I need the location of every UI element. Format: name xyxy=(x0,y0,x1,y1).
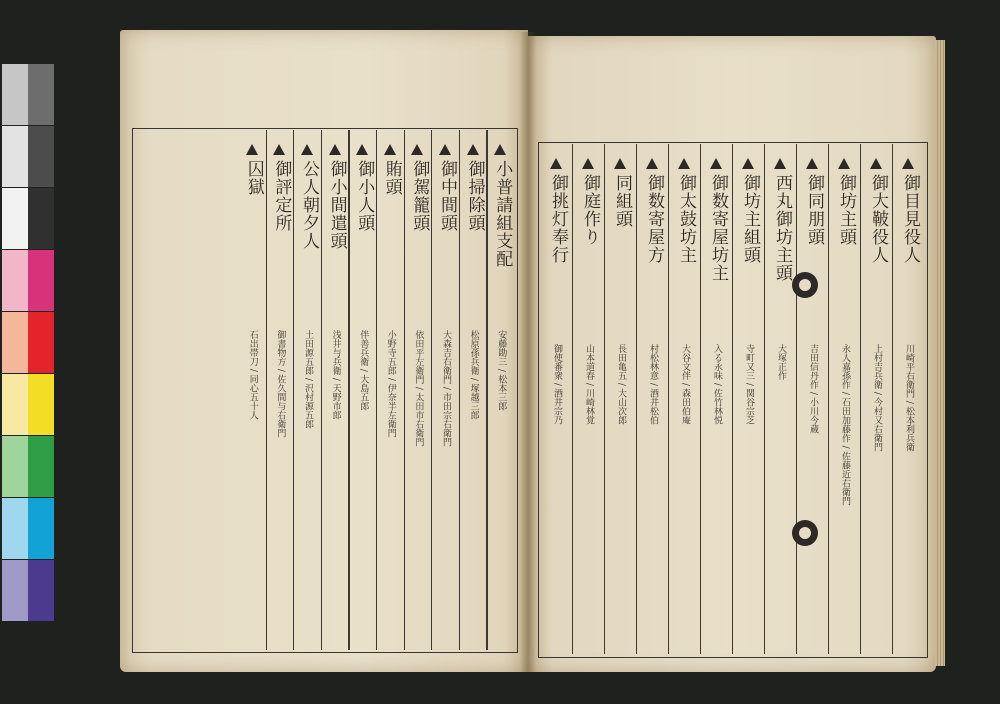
triangle-marker-icon xyxy=(273,144,285,155)
color-patch xyxy=(2,498,28,559)
column-divider xyxy=(732,144,733,654)
color-patch xyxy=(28,436,54,497)
color-patch xyxy=(28,126,54,187)
column-header: 御小人頭 xyxy=(354,160,375,232)
column-entries: 村松林意 / 酒井松伯 xyxy=(648,344,658,425)
color-patch xyxy=(28,374,54,435)
triangle-marker-icon xyxy=(329,144,341,155)
column-entries: 小野寺五郎 / 伊奈半左衛門 xyxy=(385,330,396,438)
column-header: 御掃除頭 xyxy=(464,160,485,232)
triangle-marker-icon xyxy=(870,158,882,169)
column-entries: 依田平左衛門 / 太田市右衛門 xyxy=(413,330,424,447)
color-patch xyxy=(2,436,28,497)
triangle-marker-icon xyxy=(411,144,423,155)
triangle-marker-icon xyxy=(246,144,258,155)
book-gutter xyxy=(520,32,536,672)
column-divider xyxy=(828,144,829,654)
color-patch xyxy=(2,560,28,621)
triangle-marker-icon xyxy=(301,144,313,155)
column-header: 御評定所 xyxy=(271,160,292,232)
column-header: 小普請組支配 xyxy=(492,160,513,268)
column-header: 賄頭 xyxy=(381,160,402,196)
triangle-marker-icon xyxy=(467,144,479,155)
column-header: 囚獄 xyxy=(243,160,264,196)
triangle-marker-icon xyxy=(710,158,722,169)
family-crest-icon xyxy=(792,520,818,546)
column-entries: 入る永味 / 佐竹林悦 xyxy=(712,344,722,425)
triangle-marker-icon xyxy=(494,144,506,155)
column-header: 御数寄屋坊主 xyxy=(708,174,728,282)
column-divider xyxy=(700,144,701,654)
page-edge xyxy=(935,40,945,666)
column-entries: 御書物方 / 佐久間与右衛門 xyxy=(275,330,286,438)
triangle-marker-icon xyxy=(439,144,451,155)
column-entries: 大塚正作 xyxy=(776,344,786,380)
color-patch xyxy=(28,250,54,311)
column-entries: 山本道春 / 川崎林覚 xyxy=(584,344,594,425)
column-divider xyxy=(796,144,797,654)
triangle-marker-icon xyxy=(678,158,690,169)
color-patch xyxy=(2,374,28,435)
column-divider xyxy=(572,144,573,654)
triangle-marker-icon xyxy=(646,158,658,169)
column-entries: 土田源五郎 / 沢村源五郎 xyxy=(303,330,313,429)
color-patch xyxy=(28,312,54,373)
triangle-marker-icon xyxy=(838,158,850,169)
column-entries: 永人嘉孫作 / 石田加藤作 / 佐藤近右衛門 xyxy=(840,344,850,506)
column-header: 御目見役人 xyxy=(900,174,920,264)
column-entries: 松原孫兵衛 / 塚越三郎 xyxy=(468,330,479,420)
column-entries: 上村吉兵衛 / 今村又右衛門 xyxy=(872,344,882,452)
column-header: 御大鞁役人 xyxy=(868,174,888,264)
column-divider xyxy=(636,144,637,654)
color-patch xyxy=(2,126,28,187)
column-divider xyxy=(892,144,893,654)
column-entries: 浅井与兵衛 / 天野市郎 xyxy=(330,330,341,420)
column-header: 御坊主組頭 xyxy=(740,174,760,264)
column-entries: 川崎平右衛門 / 松本利兵衛 xyxy=(904,344,914,452)
color-patch xyxy=(2,188,28,249)
color-patch xyxy=(28,498,54,559)
triangle-marker-icon xyxy=(614,158,626,169)
color-calibration-bar xyxy=(2,64,54,630)
triangle-marker-icon xyxy=(550,158,562,169)
column-entries: 石出帯刀 / 同心五十人 xyxy=(247,330,258,420)
column-divider xyxy=(266,130,267,650)
triangle-marker-icon xyxy=(774,158,786,169)
triangle-marker-icon xyxy=(582,158,594,169)
column-entries: 伴善兵衛 / 大島五郎 xyxy=(358,330,369,411)
column-divider xyxy=(668,144,669,654)
column-divider xyxy=(404,130,405,650)
column-header: 御同朋頭 xyxy=(804,174,824,246)
column-divider xyxy=(604,144,605,654)
triangle-marker-icon xyxy=(384,144,396,155)
column-entries: 吉田信丹作 / 小川今蔵 xyxy=(808,344,818,434)
column-header: 御中間頭 xyxy=(437,160,457,232)
column-header: 御駕籠頭 xyxy=(409,160,430,232)
column-divider xyxy=(860,144,861,654)
triangle-marker-icon xyxy=(806,158,818,169)
color-patch xyxy=(2,250,28,311)
column-header: 公人朝夕人 xyxy=(299,160,319,250)
color-patch xyxy=(2,312,28,373)
color-patch xyxy=(28,188,54,249)
color-patch xyxy=(28,64,54,125)
column-header: 御挑灯奉行 xyxy=(548,174,568,264)
triangle-marker-icon xyxy=(356,144,368,155)
column-entries: 大谷文伴 / 森田伯庵 xyxy=(680,344,690,425)
column-divider xyxy=(764,144,765,654)
column-header: 御庭作り xyxy=(580,174,600,246)
column-entries: 大森吉右衛門 / 市田宗右衛門 xyxy=(441,330,451,447)
column-entries: 安藤勘三 / 松本三郎 xyxy=(496,330,507,411)
column-entries: 長田亀五 / 大山次郎 xyxy=(616,344,626,425)
column-header: 西丸御坊主頭 xyxy=(772,174,792,282)
column-header: 御坊主頭 xyxy=(836,174,856,246)
column-header: 御小間遣頭 xyxy=(326,160,347,250)
column-entries: 寺町又三 / 関谷宗芝 xyxy=(744,344,754,425)
triangle-marker-icon xyxy=(742,158,754,169)
color-patch xyxy=(28,560,54,621)
color-patch xyxy=(2,64,28,125)
column-header: 御数寄屋方 xyxy=(644,174,664,264)
family-crest-icon xyxy=(792,272,818,298)
column-entries: 御使番衆 / 酒井宗乃 xyxy=(552,344,562,425)
column-header: 同組頭 xyxy=(612,174,632,228)
triangle-marker-icon xyxy=(902,158,914,169)
column-header: 御太鼓坊主 xyxy=(676,174,696,264)
